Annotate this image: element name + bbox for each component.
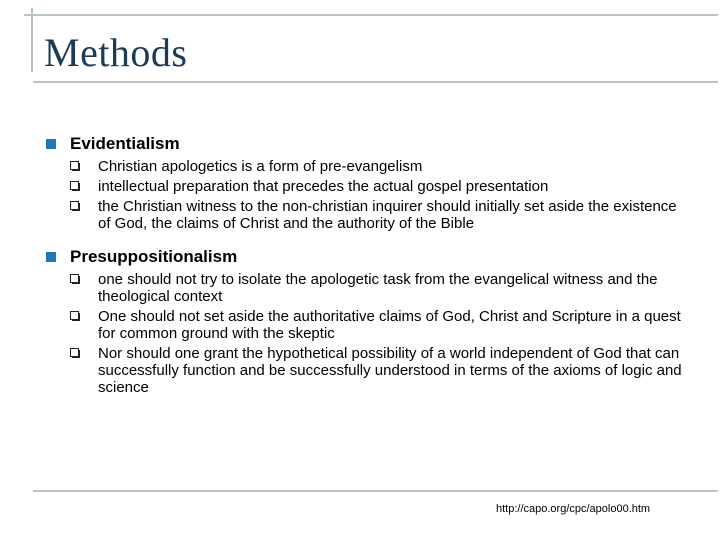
list-item [46, 345, 686, 396]
list-item [46, 271, 686, 305]
checkbox-bullet-icon [70, 348, 81, 359]
list-item [46, 308, 686, 342]
footer-divider [33, 490, 718, 492]
checkbox-bullet-icon [70, 181, 81, 192]
checkbox-bullet-icon [70, 311, 81, 322]
checkbox-bullet-icon [70, 274, 81, 285]
decorative-vertical-rule [31, 8, 33, 72]
checkbox-bullet-icon [70, 201, 81, 212]
section-heading [46, 134, 686, 154]
slide-body [46, 134, 686, 411]
list-item-text: intellectual preparation that precedes the actual gospel presentation [98, 178, 549, 195]
decorative-top-rule [24, 14, 718, 16]
title-divider [33, 81, 718, 83]
source-url: http://capo.org/cpc/apolo00.htm [496, 503, 651, 515]
checkbox-bullet-icon [70, 161, 81, 172]
square-bullet-icon [46, 139, 56, 149]
list-item-text: the Christian witness to the non-christian inquirer should initially set aside the existence of God, the claims of Christ and the authority of the Bible [98, 198, 677, 232]
list-item-text: Nor should one grant the hypothetical possibility of a world independent of God that can successfully function and be successfully understood in terms of the axioms of logic and science [98, 345, 682, 396]
slide-title: Methods [44, 30, 188, 75]
section-evidentialism [46, 134, 686, 232]
list-item-text: One should not set aside the authoritative claims of God, Christ and Scripture in a quest for common ground with the skeptic [98, 308, 681, 342]
section-presuppositionalism [46, 247, 686, 396]
list-item [46, 158, 686, 175]
list-item-text: one should not try to isolate the apologetic task from the evangelical witness and the theological context [98, 271, 658, 305]
section-heading-label: Presuppositionalism [70, 247, 238, 266]
square-bullet-icon [46, 252, 56, 262]
list-item-text: Christian apologetics is a form of pre-evangelism [98, 158, 423, 175]
list-item [46, 198, 686, 232]
section-heading-label: Evidentialism [70, 134, 180, 153]
section-heading [46, 247, 686, 267]
list-item [46, 178, 686, 195]
